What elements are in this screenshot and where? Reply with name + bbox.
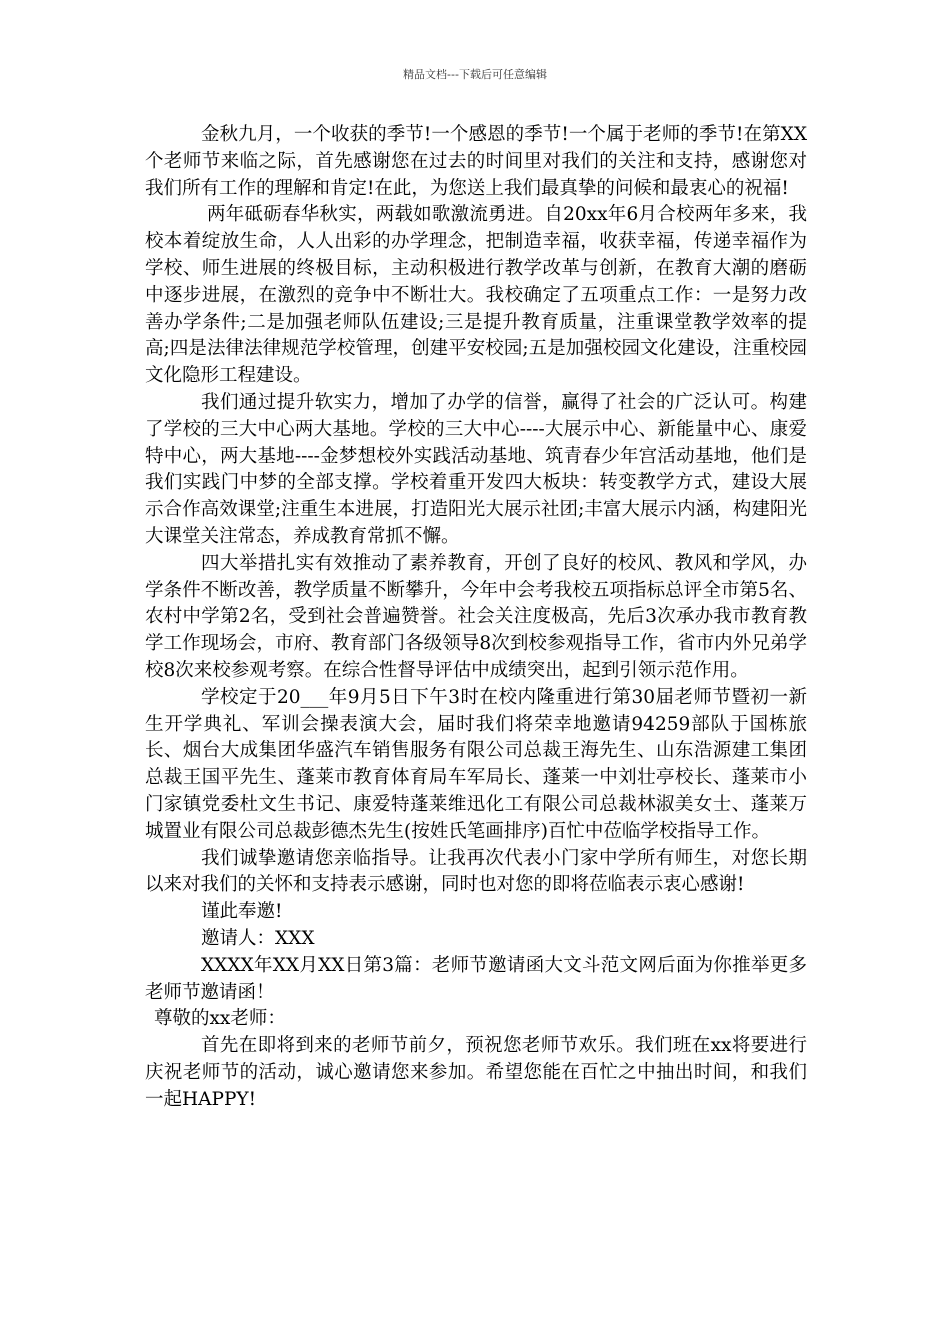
paragraph-event-details: 学校定于20___年9月5日下午3时在校内隆重进行第30届老师节暨初一新生开学典礼、军训会操表演大会，届时我们将荣幸地邀请94259部队于国栋旅长、烟台大成集团华盛汽车销售服务有限公司总裁王海先生、山东浩源建工集团总裁王国平先生、蓬莱市教育体育局车军局长、蓬莱一中刘壮亭校长、蓬莱市小门家镇党委杜文生书记、康爱特蓬莱维迅化工有限公司总裁林淑美女士、蓬莱万城置业有限公司总裁彭德杰先生(按姓氏笔画排序)百忙中莅临学校指导工作。 (145, 686, 807, 842)
document-body (145, 122, 807, 1113)
paragraph-achievements: 四大举措扎实有效推动了素养教育，开创了良好的校风、教风和学风，办学条件不断改善，教学质量不断攀升，今年中会考我校五项指标总评全市第5名、农村中学第2名，受到社会普遍赞誉。社会关注度极高，先后3次承办我市教育教学工作现场会，市府、教育部门各级领导8次到校参观指导工作，省市内外兄弟学校8次来校参观考察。在综合性督导评估中成绩突出，起到引领示范作用。 (145, 552, 807, 681)
date-and-next-article: XXXX年XX月XX日第3篇：老师节邀请函大文斗范文网后面为你推举更多老师节邀请函！ (145, 954, 807, 1003)
paragraph-school-history: 两年砥砺春华秋实，两载如歌激流勇进。自20xx年6月合校两年多来，我校本着绽放生命，人人出彩的办学理念，把制造幸福，收获幸福，传递幸福作为学校、师生进展的终极目标，主动积极进行教学改革与创新，在教育大潮的磨砺中逐步进展，在激烈的竞争中不断壮大。我校确定了五项重点工作：一是努力改善办学条件;二是加强老师队伍建设;三是提升教育质量，注重课堂教学效率的提高;四是法律法律规范学校管理，创建平安校园;五是加强校园文化建设，注重校园文化隐形工程建设。 (145, 204, 807, 387)
paragraph-opening: 金秋九月，一个收获的季节!一个感恩的季节!一个属于老师的季节!在第XX个老师节来临之际，首先感谢您在过去的时间里对我们的关注和支持，感谢您对我们所有工作的理解和肯定!在此，为您送上我们最真挚的问候和最衷心的祝福! (145, 124, 807, 199)
paragraph-centers-bases: 我们通过提升软实力，增加了办学的信誉，赢得了社会的广泛认可。构建了学校的三大中心两大基地。学校的三大中心----大展示中心、新能量中心、康爱特中心，两大基地----金梦想校外实践活动基地、筑青春少年宫活动基地，他们是我们实践门中梦的全部支撑。学校着重开发四大板块：转变教学方式，建设大展示合作高效课堂;注重生本进展，打造阳光大展示社团;丰富大展示内涵，构建阳光大课堂关注常态，养成教育常抓不懈。 (145, 391, 807, 547)
inviter-line: 邀请人：XXX (201, 927, 315, 949)
page-header: 精品文档---下载后可任意编辑 (403, 68, 547, 81)
closing-salutation: 谨此奉邀! (201, 901, 283, 923)
greeting-line: 尊敬的xx老师： (154, 1008, 286, 1030)
paragraph-invitation: 我们诚挚邀请您亲临指导。让我再次代表小门家中学所有师生，对您长期以来对我们的关怀和支持表示感谢，同时也对您的即将莅临表示衷心感谢! (145, 847, 807, 896)
paragraph-class-invitation: 首先在即将到来的老师节前夕，预祝您老师节欢乐。我们班在xx将要进行庆祝老师节的活动，诚心邀请您来参加。希望您能在百忙之中抽出时间，和我们一起HAPPY! (145, 1035, 807, 1110)
